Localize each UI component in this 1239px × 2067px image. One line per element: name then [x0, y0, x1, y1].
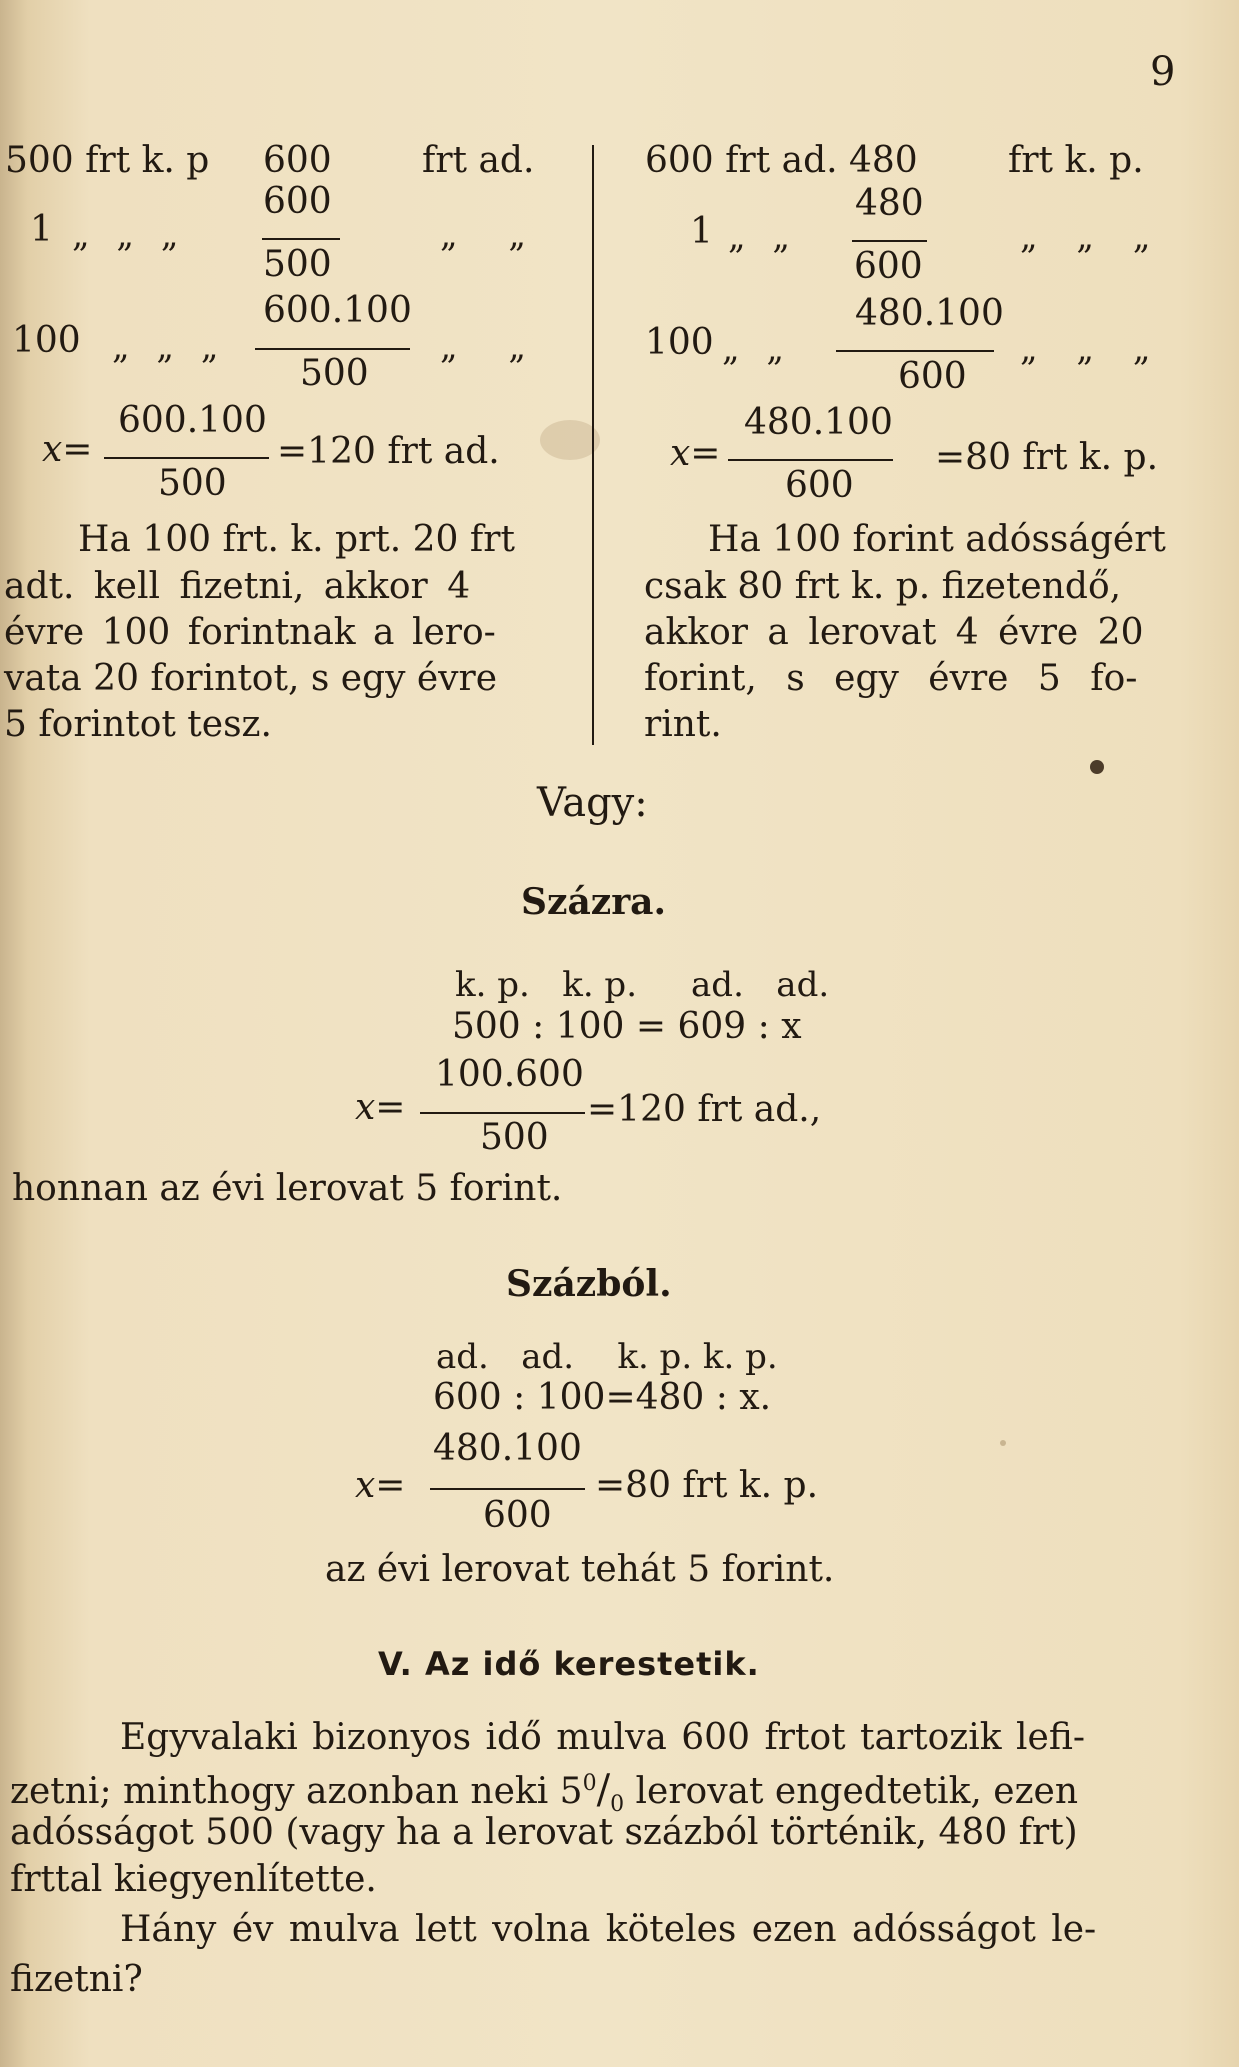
- fraction-bar: [420, 1112, 585, 1114]
- right-paragraph-line: Ha 100 forint adósságért: [708, 519, 1166, 560]
- section-v-paragraph2-line: fizetni?: [10, 1959, 143, 2000]
- szazbol-x-result: =80 frt k. p.: [595, 1465, 819, 1506]
- fraction-bar: [104, 457, 269, 459]
- left-row3-numerator: 600.100: [263, 290, 412, 331]
- szazbol-heading: Százból.: [506, 1263, 672, 1305]
- vagy-label: Vagy:: [537, 780, 648, 826]
- superscript: 0: [582, 1771, 597, 1796]
- fraction-bar: [255, 348, 410, 350]
- left-row2-ditto: „ „ „: [72, 215, 187, 255]
- szazbol-unit-labels: ad. ad. k. p. k. p.: [436, 1337, 778, 1377]
- left-row2-ditto-right: „ „: [440, 215, 547, 255]
- szazbol-proportion: 600 : 100=480 : x.: [433, 1377, 772, 1418]
- right-row3-ditto: „ „: [722, 329, 793, 369]
- left-row1-value: 600: [263, 140, 332, 181]
- szazra-x-denominator: 500: [480, 1117, 549, 1158]
- right-paragraph-line: rint.: [644, 704, 722, 745]
- szazra-unit-labels: k. p. k. p. ad. ad.: [455, 965, 830, 1005]
- left-row1-label: 500 frt k. p: [5, 140, 210, 181]
- right-row2-ditto: „ „: [728, 217, 799, 257]
- subscript: 0: [610, 1792, 625, 1818]
- left-row2-count: 1: [30, 209, 53, 250]
- left-paragraph-line: adt. kell fizetni, akkor 4: [4, 566, 471, 607]
- right-x-lhs: x=: [670, 433, 721, 474]
- left-paragraph-line: évre 100 forintnak a lero-: [4, 612, 496, 653]
- left-x-numerator: 600.100: [118, 400, 267, 441]
- szazbol-x-numerator: 480.100: [433, 1428, 582, 1469]
- paper-stain: [1000, 1440, 1006, 1446]
- left-row1-unit: frt ad.: [422, 140, 535, 181]
- section-v-paragraph-line: frttal kiegyenlítette.: [10, 1859, 377, 1900]
- section-v-paragraph-line: Egyvalaki bizonyos idő mulva 600 frtot tartozik lefi-: [120, 1717, 1086, 1758]
- left-paragraph-line: Ha 100 frt. k. prt. 20 frt: [78, 519, 515, 560]
- fraction-bar: [430, 1488, 585, 1490]
- right-row1-label: 600 frt ad. 480: [645, 140, 918, 181]
- szazra-heading: Százra.: [521, 881, 667, 923]
- fraction-bar: [728, 459, 893, 461]
- section-v-paragraph-line: adósságot 500 (vagy ha a lerovat százból történik, 480 frt): [10, 1812, 1078, 1853]
- page-number: 9: [1150, 49, 1176, 95]
- section-v-paragraph2-line: Hány év mulva lett volna köteles ezen adósságot le-: [120, 1909, 1097, 1950]
- paper-stain: [1090, 760, 1104, 774]
- right-row2-ditto-right: „ „ „: [1020, 217, 1165, 257]
- right-row3-numerator: 480.100: [855, 293, 1004, 334]
- column-divider: [592, 145, 594, 745]
- szazbol-x-lhs: x=: [355, 1465, 406, 1506]
- left-row2-numerator: 600: [263, 181, 332, 222]
- right-row2-count: 1: [690, 211, 713, 252]
- fraction-bar: [852, 240, 927, 242]
- left-row3-ditto-right: „ „: [440, 327, 547, 367]
- szazra-x-result: =120 frt ad.,: [587, 1089, 822, 1130]
- left-x-result: =120 frt ad.: [277, 431, 500, 472]
- right-row3-count: 100: [645, 322, 714, 363]
- percent-text: zetni; minthogy azonban neki 5: [10, 1771, 583, 1812]
- right-paragraph-line: akkor a lerovat 4 évre 20: [644, 612, 1144, 653]
- right-x-denominator: 600: [785, 465, 854, 506]
- fraction-bar: [836, 350, 994, 352]
- right-x-result: =80 frt k. p.: [935, 437, 1159, 478]
- right-row1-unit: frt k. p.: [1008, 140, 1144, 181]
- right-paragraph-line: csak 80 frt k. p. fizetendő,: [644, 566, 1122, 607]
- left-paragraph-line: vata 20 forintot, s egy évre: [4, 658, 498, 699]
- right-row3-ditto-right: „ „ „: [1020, 329, 1165, 369]
- left-x-denominator: 500: [158, 463, 227, 504]
- left-row3-ditto: „ „ „: [112, 327, 227, 367]
- left-paragraph-line: 5 forintot tesz.: [4, 704, 272, 745]
- fraction-bar: [262, 238, 340, 240]
- szazra-note: honnan az évi lerovat 5 forint.: [12, 1168, 563, 1209]
- left-row2-denominator: 500: [263, 244, 332, 285]
- percent-tail: lerovat engedtetik, ezen: [624, 1771, 1079, 1812]
- left-x-lhs: x=: [42, 429, 93, 470]
- right-row3-denominator: 600: [898, 356, 967, 397]
- right-paragraph-line: forint, s egy évre 5 fo-: [644, 658, 1138, 699]
- right-x-numerator: 480.100: [744, 402, 893, 443]
- szazra-proportion: 500 : 100 = 609 : x: [452, 1006, 802, 1047]
- section-v-heading: V. Az idő kerestetik.: [378, 1645, 760, 1683]
- right-row2-denominator: 600: [854, 246, 923, 287]
- szazbol-x-denominator: 600: [483, 1495, 552, 1536]
- paper-stain: [540, 420, 600, 460]
- szazra-x-numerator: 100.600: [435, 1054, 584, 1095]
- left-row3-denominator: 500: [300, 353, 369, 394]
- szazbol-note: az évi lerovat tehát 5 forint.: [325, 1549, 835, 1590]
- left-row3-count: 100: [12, 320, 81, 361]
- section-v-paragraph-line: zetni; minthogy azonban neki $5^0/_0$ lerovat engedtetik, ezen: [10, 1767, 1079, 1818]
- szazra-x-lhs: x=: [355, 1087, 406, 1128]
- right-row2-numerator: 480: [855, 183, 924, 224]
